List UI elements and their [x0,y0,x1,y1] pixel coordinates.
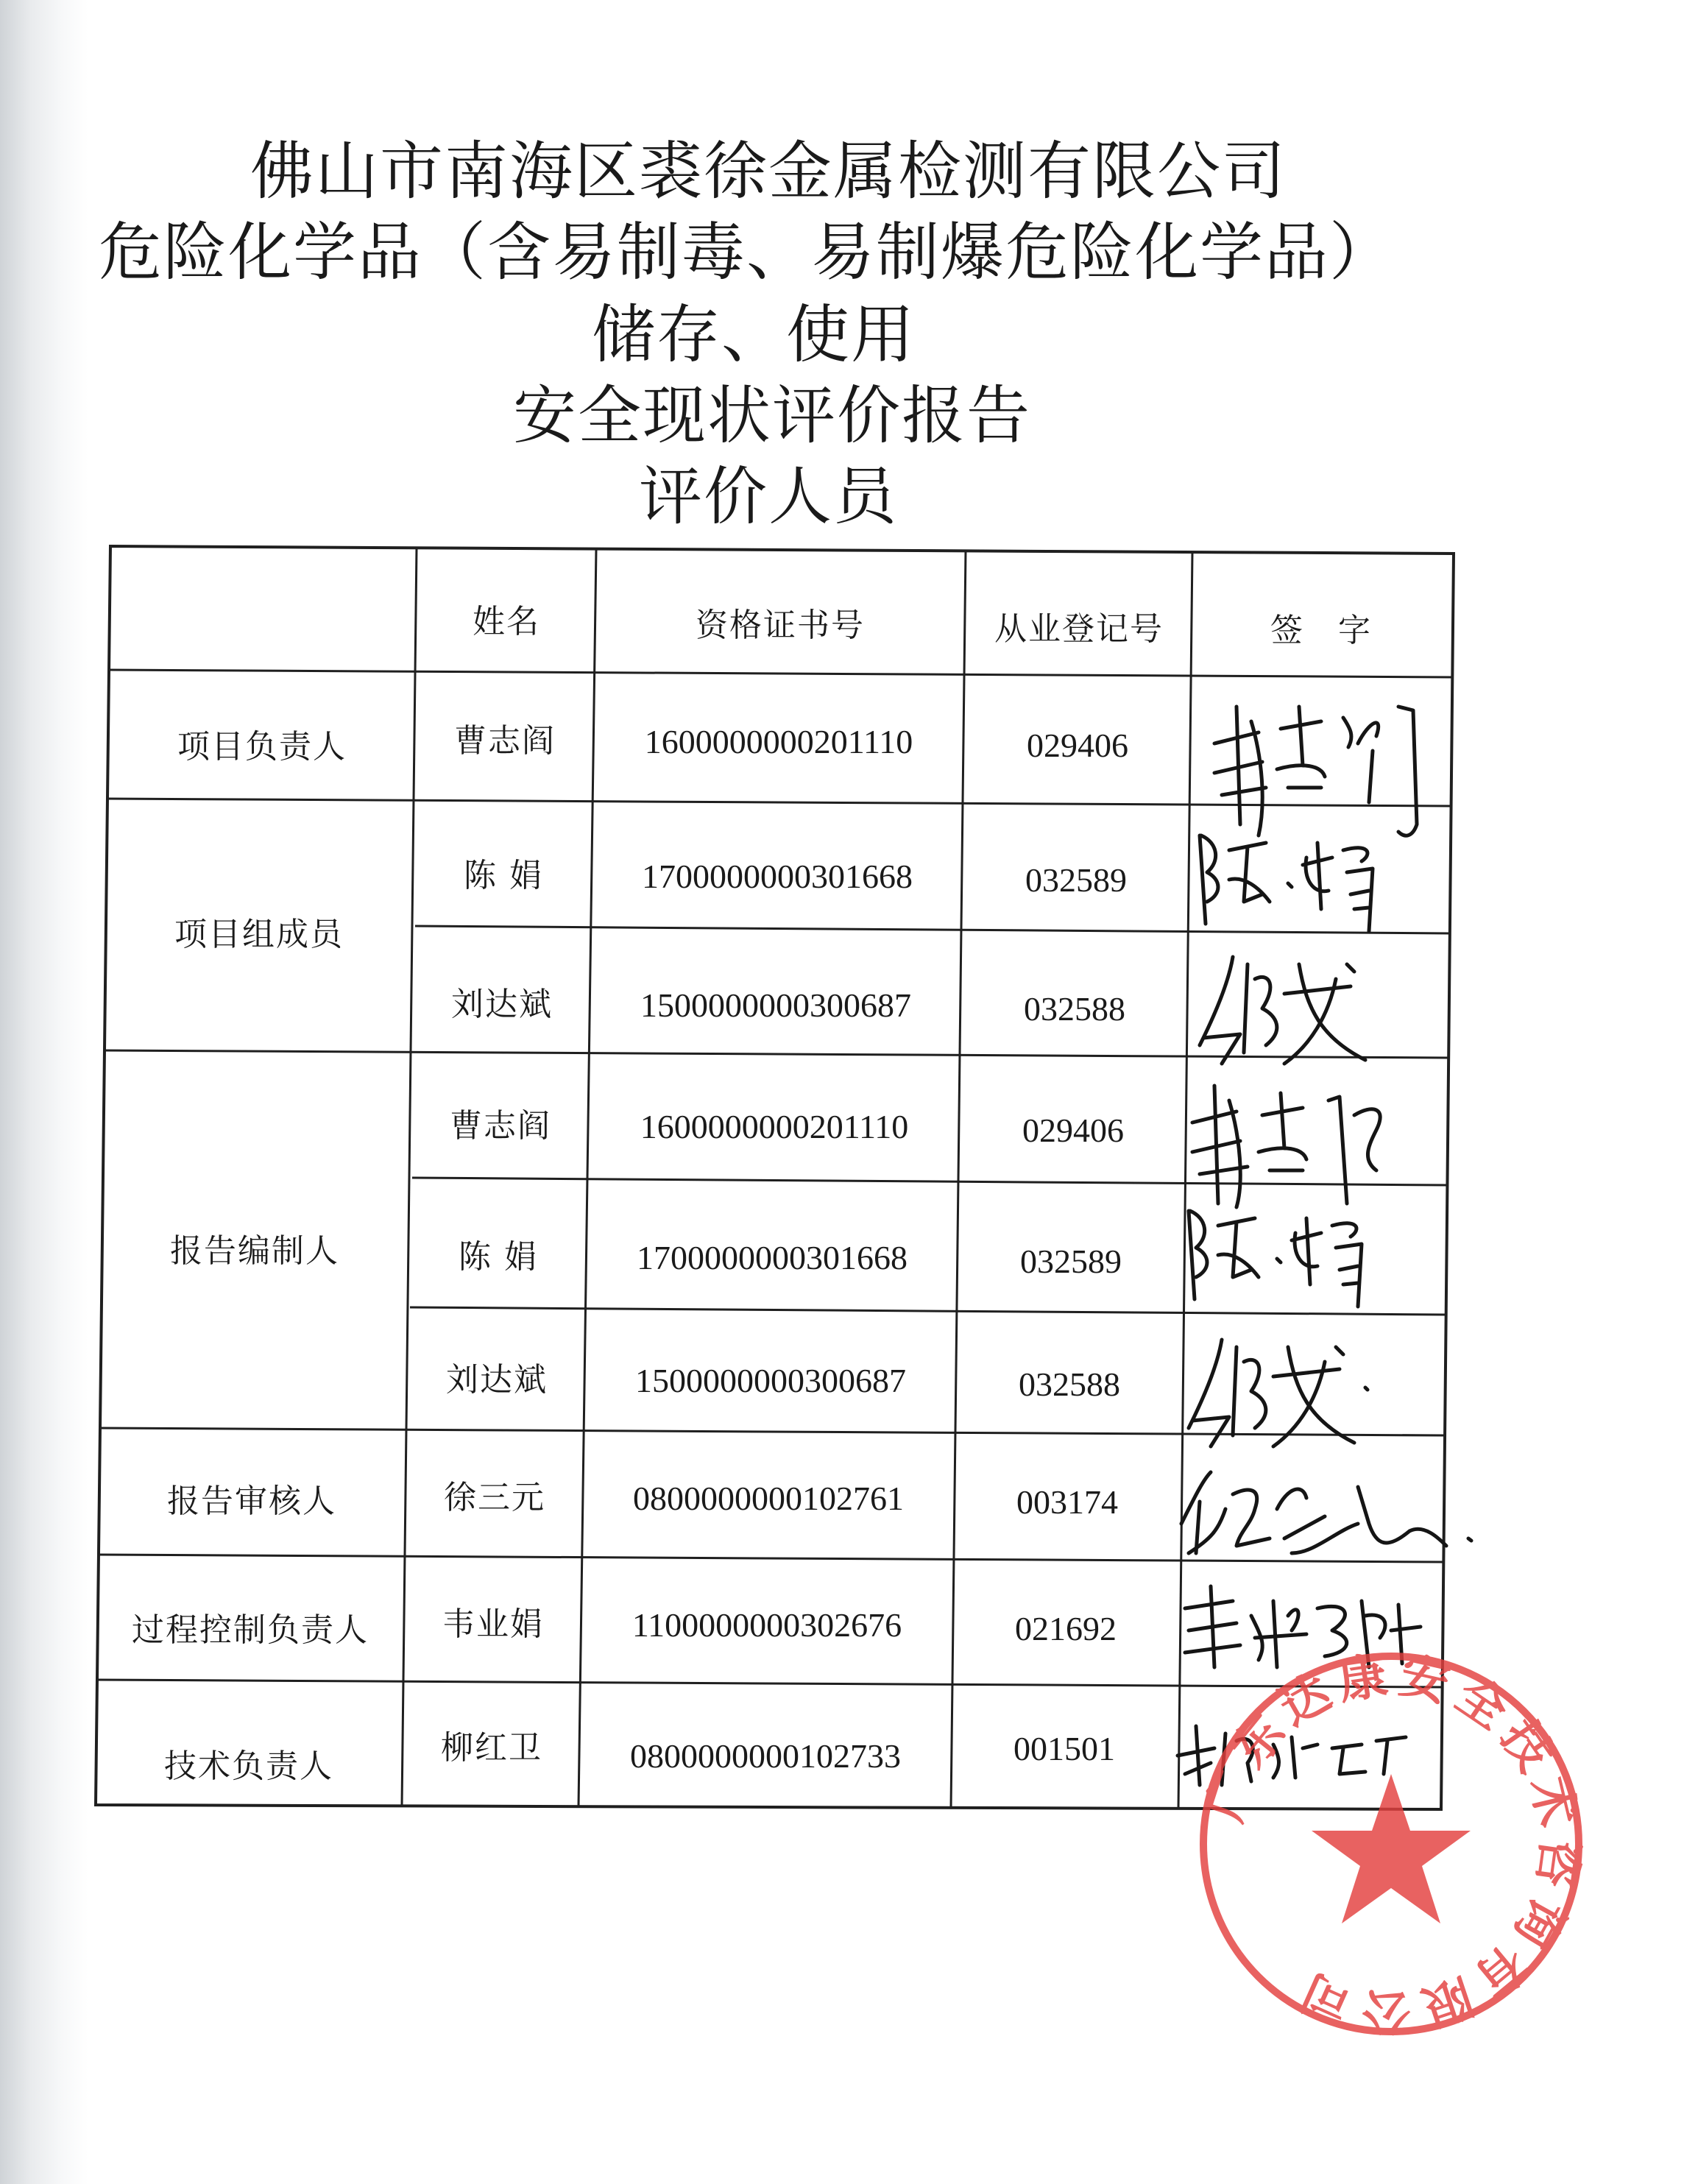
row-name: 曹志阎 [450,1107,551,1145]
row-cert: 1700000000301668 [642,857,913,895]
row-name: 刘达斌 [446,1361,548,1399]
row-cert: 1600000000201110 [644,722,913,760]
row-reg: 032589 [1020,1242,1122,1280]
row-reg: 029406 [1022,1111,1124,1149]
role-process-control: 过程控制负责人 [132,1611,369,1649]
signature-xu-sanyuan [1167,1443,1490,1568]
header-signature: 签 字 [1270,612,1372,649]
role-project-member: 项目组成员 [174,916,344,953]
company-title: 佛山市南海区裘徐金属检测有限公司 [250,135,1287,208]
row-name: 柳红卫 [441,1729,542,1767]
row-cert: 1600000000201110 [640,1107,909,1145]
row-cert: 1500000000300687 [640,986,911,1024]
role-report-writer: 报告编制人 [170,1232,339,1270]
row-name: 曹志阎 [454,722,556,760]
row-reg: 003174 [1016,1482,1118,1521]
header-cert: 资格证书号 [696,607,865,644]
row-reg: 032589 [1025,860,1127,899]
signature-chen-juan-2 [1174,1189,1380,1314]
signature-liu-dabin [1189,935,1387,1075]
row-name: 徐三元 [444,1479,545,1516]
signature-chen-juan [1185,813,1391,939]
role-project-leader: 项目负责人 [177,728,347,766]
row-name: 韦业娟 [442,1605,544,1643]
row-reg: 001501 [1013,1729,1115,1767]
role-report-reviewer: 报告审核人 [167,1482,336,1520]
row-name: 陈 娟 [464,857,543,894]
row-reg: 029406 [1027,726,1128,764]
section-title: 评价人员 [639,460,898,534]
row-cert: 0800000000102761 [633,1479,904,1517]
seal-text: 广东达康安全技术咨询有限公司 [1197,1648,1587,2039]
row-cert: 1100000000302676 [632,1605,902,1644]
seal-star-icon [1312,1774,1471,1923]
role-tech-leader: 技术负责人 [164,1747,333,1785]
report-type-title: 安全现状评价报告 [513,379,1031,453]
subject-title: 危险化学品（含易制毒、易制爆危险化学品） [99,216,1394,289]
row-cert: 0800000000102733 [630,1736,901,1775]
header-reg: 从业登记号 [994,610,1164,648]
company-seal [1192,1645,1590,2043]
row-reg: 032588 [1019,1365,1120,1403]
header-name: 姓名 [473,603,540,640]
signature-liu-dabin-2 [1178,1318,1376,1457]
row-cert: 1500000000300687 [635,1361,906,1399]
row-name: 陈 娟 [459,1238,538,1276]
scope-title: 储存、使用 [592,298,916,372]
row-reg: 021692 [1015,1609,1117,1647]
row-reg: 032588 [1024,989,1125,1028]
row-name: 刘达斌 [451,986,553,1023]
row-cert: 1700000000301668 [637,1238,908,1276]
